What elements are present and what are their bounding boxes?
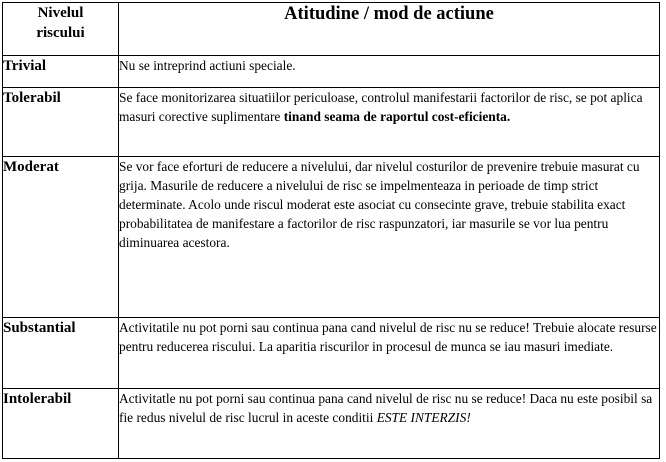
table-row	[3, 389, 660, 459]
risk-level-moderat: Moderat	[3, 157, 119, 318]
action-text: Se vor face eforturi de reducere a nivelului, dar nivelul costurilor de prevenire trebuie masurat cu grija. Masurile de reducere a nivelului de risc se impelmenteaza in perioade de timp strict determinate. Acolo unde riscul moderat este asociat cu consecinte grave, trebuie stabilita exact probabilitatea de manifestare a factorilor de risc raspunzatori, iar masurile se vor lua pentru diminuarea acestora.	[119, 159, 640, 250]
action-text-italic: ESTE INTERZIS!	[376, 410, 471, 425]
header-risk-level-line2: riscului	[36, 25, 85, 41]
action-text: Se face monitorizarea situatiilor periculoase, controlul manifestarii factorilor de risc, se pot aplica masuri corective suplimentare	[119, 90, 643, 124]
action-text: Activitatile nu pot porni sau continua pana cand nivelul de risc nu se reduce! Trebuie alocate resurse pentru reducerea riscului. La aparitia riscurilor in procesul de munca se iau masuri imediate.	[119, 320, 657, 354]
table-row	[3, 88, 660, 157]
header-risk-level-line1: Nivelul	[37, 5, 84, 21]
risk-level-table	[2, 2, 660, 459]
table-row	[3, 157, 660, 318]
action-tolerabil	[119, 88, 660, 157]
action-substantial	[119, 318, 660, 389]
risk-level-trivial: Trivial	[3, 56, 119, 88]
action-intolerabil	[119, 389, 660, 459]
table-row	[3, 318, 660, 389]
action-moderat	[119, 157, 660, 318]
table-header-row	[3, 3, 660, 56]
action-text-bold: tinand seama de raportul cost-eficienta.	[283, 109, 511, 124]
header-risk-level	[3, 3, 119, 56]
header-attitude: Atitudine / mod de actiune	[119, 3, 660, 56]
table-row	[3, 56, 660, 88]
risk-level-intolerabil: Intolerabil	[3, 389, 119, 459]
action-trivial	[119, 56, 660, 88]
risk-level-substantial: Substantial	[3, 318, 119, 389]
action-text: Nu se intreprind actiuni speciale.	[119, 58, 296, 73]
action-text: Activitatle nu pot porni sau continua pana cand nivelul de risc nu se reduce! Daca nu este posibil sa fie redus nivelul de risc lucrul in aceste conditii	[119, 391, 653, 425]
risk-level-tolerabil: Tolerabil	[3, 88, 119, 157]
